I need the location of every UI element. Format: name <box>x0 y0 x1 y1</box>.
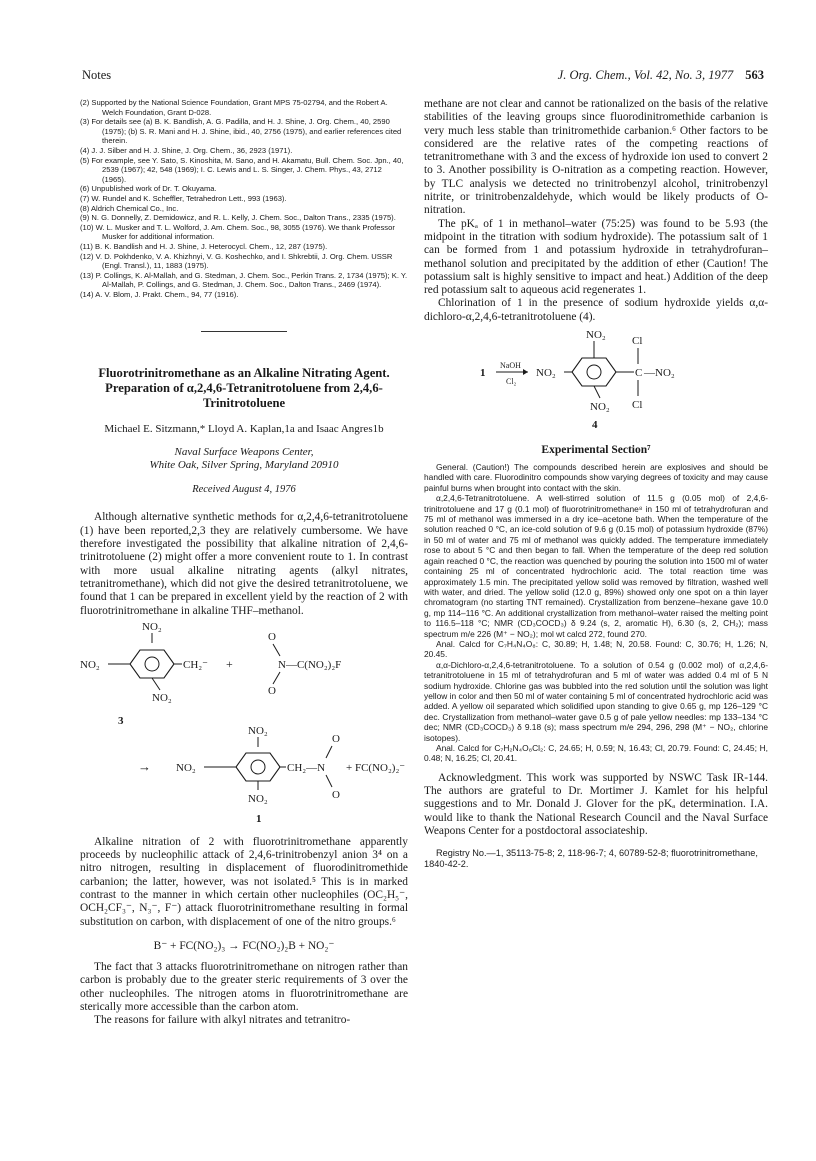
scheme-text: N—C(NO₂)₂F <box>278 658 342 671</box>
section-heading: Experimental Section⁷ <box>541 444 651 457</box>
reference-item: (12) V. D. Pokhdenko, V. A. Khizhnyi, V. G. Koshechko, and I. Shkrebtii, J. Org. Chem. USSR (Engl. Transl.), 11, 1883 (1975). <box>80 251 393 271</box>
reference-item: (2) Supported by the National Science Foundation, Grant MPS 75-02794, and the Robert A. Welch Foundation, Grant D-028. <box>80 98 388 117</box>
page-number: 563 <box>745 68 764 82</box>
scheme-text: + FC(NO₂)₂⁻ <box>346 761 406 774</box>
received-date: Received August 4, 1976 <box>192 484 296 496</box>
equation: B⁻ + FC(NO₂)₃ → FC(NO₂)₂B + NO₂⁻ <box>153 939 335 952</box>
experimental-paragraph: α,2,4,6-Tetranitrotoluene. A well-stirred solution of 11.5 g (0.05 mol) of 2,4,6-trinitrotoluene and 17 g (0.1 mol) of fluorotrinitromethane⁸ in 150 ml of tetrahydrofuran and 75 ml of methanol was immersed in a dry ice–acetone bath. When the temperature of the solution reached 0 °C, an ice-cold solution of 9.6 g (0.15 mol) of potassium hydroxide (87%) in 50 ml of water and 75 ml of methanol was quickly added. The temperature immediately rose to about 5 °C and then began to fall. When the temperature of the deep red solution again reached 0 °C, the reaction was quenched by pouring the solution into 1500 ml of water containing 25 ml of concentrated hydrochloric acid. The total reaction time was approximately 1.5 min. The precipitated yellow solid was removed by filtration, washed well with water, and dried. The yellow solid (12.0 g, 89%) showed only one spot on a thin layer chromatogram (no starting TNT remained). Crystallization from benzene–hexane gave 10.0 g, mp 114–116 °C. An additional crystallization from methanol–water raised the melting point to 116.5–118 °C; NMR (CD₃COCD₃) δ 9.24 (s, 2, aromatic H), 6.30 (s, 2, CH₂); mass spectrum m/e 226 (M⁺ − NO₂); mol wt calcd 272, found 270. <box>424 493 768 639</box>
scheme-text: O <box>332 788 340 801</box>
scheme-text: NO₂ <box>536 367 556 380</box>
reference-item: (14) A. V. Blom, J. Prakt. Chem., 94, 77 (1916). <box>80 289 239 299</box>
scheme-text: CH₂⁻ <box>183 658 208 671</box>
scheme-text: NO₂ <box>176 761 196 774</box>
author-affiliation <box>80 446 408 472</box>
scheme-text: O <box>332 732 340 745</box>
paragraph: methane are not clear and cannot be rationalized on the basis of the relative stabilities of the leaving groups since fluorodinitromethide carbanion is very much less stable than trinitromethide carbanion.⁶ Other factors to be considered are the relative rates of the competing reactions of tetranitromethane with 3 and the excess of hydroxide ion used to convert 2 to 3. Another possibility is O-nitration as a competing reaction. However, by TLC analysis we detected no trinitrobenzyl alcohol, trinitrobenzyl nitrite, or trinitrobenzaldehyde, which would be likely products of O-nitration. <box>424 98 768 217</box>
paragraph: The pKₐ of 1 in methanol–water (75:25) was found to be 5.93 (the midpoint in the titration with sodium hydroxide). The potassium salt of 1 can be formed from 1 and potassium hydroxide in tetrahydrofuran–methanol solution and precipitated by the addition of ether (Caution! The potassium salt is highly sensitive to impact and heat.) Addition of the deep red potassium salt to aqueous acid regenerates 1. <box>424 217 768 297</box>
scheme-text: NO₂ <box>590 401 610 414</box>
section-divider <box>201 331 287 332</box>
reference-list <box>80 98 408 299</box>
paragraph: The fact that 3 attacks fluorotrinitromethane on nitrogen rather than carbon is probably due to the greater steric requirements of 3 over the other nucleophiles. The nitrogen atoms in fluorotrinitromethane are sterically more accessible than the carbon atom. <box>80 960 408 1013</box>
reference-item: (9) N. G. Donnelly, Z. Demidowicz, and R. L. Kelly, J. Chem. Soc., Dalton Trans., 2335 (1975). <box>80 213 396 223</box>
left-column <box>80 98 408 1027</box>
compound-label: 1 <box>480 367 486 380</box>
scheme-text: Cl <box>632 399 643 412</box>
acknowledgment: Acknowledgment. This work was supported by NSWC Task IR-144. The authors are grateful to Dr. Mortimer J. Kamlet for his helpful suggestions and to Mr. Donald J. Glover for the pKₐ determination. I.A. would like to thank the National Research Council and the Naval Surface Weapons Center for a postdoctoral associateship. <box>424 771 768 838</box>
compound-label: 1 <box>256 812 262 825</box>
affiliation-line: White Oak, Silver Spring, Maryland 20910 <box>149 459 339 472</box>
registry-numbers: Registry No.—1, 35113-75-8; 2, 118-96-7; 4, 60789-52-8; fluorotrinitromethane, 1840-42-2. <box>424 848 758 870</box>
article-title: Fluorotrinitromethane as an Alkaline Nitrating Agent. Preparation of α,2,4,6-Tetranitrotoluene from 2,4,6-Trinitrotoluene <box>98 366 390 411</box>
reference-item: (8) Aldrich Chemical Co., Inc. <box>80 203 179 213</box>
reaction-scheme-chlorination <box>424 324 768 434</box>
reagent-label: Cl₂ <box>506 377 517 387</box>
reaction-arrow: → <box>138 758 151 774</box>
reference-item: (3) For details see (a) B. K. Bandlish, A. G. Padilla, and H. J. Shine, J. Org. Chem., 40, 2590 (1975); (b) S. R. Mani and H. J. Shine, ibid., 40, 2756 (1975), and earlier references cited therein. <box>80 117 402 146</box>
scheme-text: CH₂—N <box>287 761 326 774</box>
reference-item: (6) Unpublished work of Dr. T. Okuyama. <box>80 184 217 194</box>
scheme-text: NO₂ <box>586 329 606 342</box>
reference-item: (7) W. Rundel and K. Scheffler, Tetrahedron Lett., 993 (1963). <box>80 193 287 203</box>
paragraph: Alkaline nitration of 2 with fluorotrinitromethane apparently proceeds by nucleophilic attack of 2,4,6-trinitrobenzyl anion 3⁴ on a nitro nitrogen, resulting in displacement of fluorodinitromethide carbanion; the latter, however, was not isolated.⁵ This is in marked contrast to the manner in which certain other nucleophiles (OC₂H₅⁻, OCH₂CF₃⁻, N₃⁻, F⁻) attack fluorotrinitromethane resulting in formal substitution on carbon, with displacement of one of the nitro groups.⁶ <box>80 835 408 928</box>
compound-label: 4 <box>592 419 598 432</box>
reference-item: (11) B. K. Bandlish and H. J. Shine, J. Heterocycl. Chem., 12, 287 (1975). <box>80 241 328 251</box>
scheme-text: O <box>268 684 276 697</box>
page-header-right <box>558 68 764 83</box>
scheme-text: NO₂ <box>248 792 268 805</box>
reference-item: (13) P. Collings, K. Al-Mallah, and G. Stedman, J. Chem. Soc., Perkin Trans. 2, 1734 (1975); K. Y. Al-Mallah, P. Collings, and G. Stedman, J. Chem. Soc., Dalton Trans., 2469 (1974). <box>80 270 408 290</box>
scheme-text: Cl <box>632 335 643 348</box>
paragraph: Although alternative synthetic methods for α,2,4,6-tetranitrotoluene (1) have been reported,2,3 they are relatively cumbersome. We have therefore investigated the possibility that alkaline nitration of 2,4,6-trinitrotoluene (2) might offer a more convenient route to 1. In contrast with more usual alkaline nitrating agents (alkyl nitrates, tetranitromethane), which did not give the desired tetranitrotoluene, we found that 1 can be prepared in excellent yield by the reaction of 2 with fluorotrinitromethane in alkaline THF–methanol. <box>80 511 408 617</box>
experimental-paragraph: α,α-Dichloro-α,2,4,6-tetranitrotoluene. To a solution of 0.54 g (0.002 mol) of α,2,4,6-tetranitrotoluene in 15 ml of tetrahydrofuran and 5 ml of water was added 0.4 ml of 5 N sodium hydroxide. Chlorine gas was bubbled into the red solution until the solution was light yellow in color and then 50 ml of water containing 5 ml of concentrated hydrochloric acid was added. A yellow oil separated which solidified upon standing to give 0.65 g, mp 126–129 °C dec. Crystallization from methanol–water gave 0.5 g of pale yellow needles: mp 133–134 °C dec; NMR (CD₃COCD₃) δ 9.18 (s); mass spectrum m/e 294, 296, 298 (M⁺ − NO₂, chlorine isotopes). <box>424 659 768 743</box>
experimental-paragraph: Anal. Calcd for C₇H₄N₄O₈: C, 30.89; H, 1.48; N, 20.58. Found: C, 30.76; H, 1.26; N, 20.45. <box>424 638 768 660</box>
journal-citation: J. Org. Chem., Vol. 42, No. 3, 1977 <box>557 68 734 82</box>
scheme-text: NO₂ <box>80 658 100 671</box>
reference-item: (4) J. J. Silber and H. J. Shine, J. Org. Chem., 36, 2923 (1971). <box>80 145 293 155</box>
paragraph: Chlorination of 1 in the presence of sodium hydroxide yields α,α-dichloro-α,2,4,6-tetranitrotoluene (4). <box>424 297 768 323</box>
scheme-text: C <box>635 367 643 380</box>
reference-item: (5) For example, see Y. Sato, S. Kinoshita, M. Sano, and H. Akamatu, Bull. Chem. Soc. Jpn., 40, 2539 (1967); 42, 548 (1969); I. C. Lewis and L. S. Singer, J. Chem. Phys., 43, 2712 (1965). <box>80 155 404 184</box>
experimental-paragraph: Anal. Calcd for C₇H₂N₄O₈Cl₂: C, 24.65; H, 0.59; N, 16.43; Cl, 20.79. Found: C, 24.45; H, 0.48; N, 16.25; Cl, 20.41. <box>424 743 768 764</box>
affiliation-line: Naval Surface Weapons Center, <box>174 446 314 459</box>
page-header-left: Notes <box>82 68 112 82</box>
scheme-text: + <box>226 656 233 671</box>
reaction-scheme-nitration <box>80 618 408 830</box>
scheme-text: —NO₂ <box>644 367 675 380</box>
scheme-text: NO₂ <box>248 724 268 737</box>
paragraph: The reasons for failure with alkyl nitrates and tetranitro- <box>94 1014 351 1027</box>
experimental-paragraph: General. (Caution!) The compounds described herein are explosives and should be handled with care. Fluorodinitro compounds show varying degrees of toxicity and may cause painful burns when brought into contact with the skin. <box>424 462 768 493</box>
reference-item: (10) W. L. Musker and T. L. Wolford, J. Am. Chem. Soc., 98, 3055 (1976). We thank Professor Musker for additional information. <box>80 222 395 242</box>
compound-label: 3 <box>118 714 124 727</box>
scheme-text: NO₂ <box>142 620 162 633</box>
reagent-label: NaOH <box>500 361 521 371</box>
scheme-text: NO₂ <box>152 691 172 704</box>
right-column <box>424 98 768 870</box>
scheme-text: O <box>268 630 276 643</box>
article-authors: Michael E. Sitzmann,* Lloyd A. Kaplan,1a and Isaac Angres1b <box>104 423 384 436</box>
